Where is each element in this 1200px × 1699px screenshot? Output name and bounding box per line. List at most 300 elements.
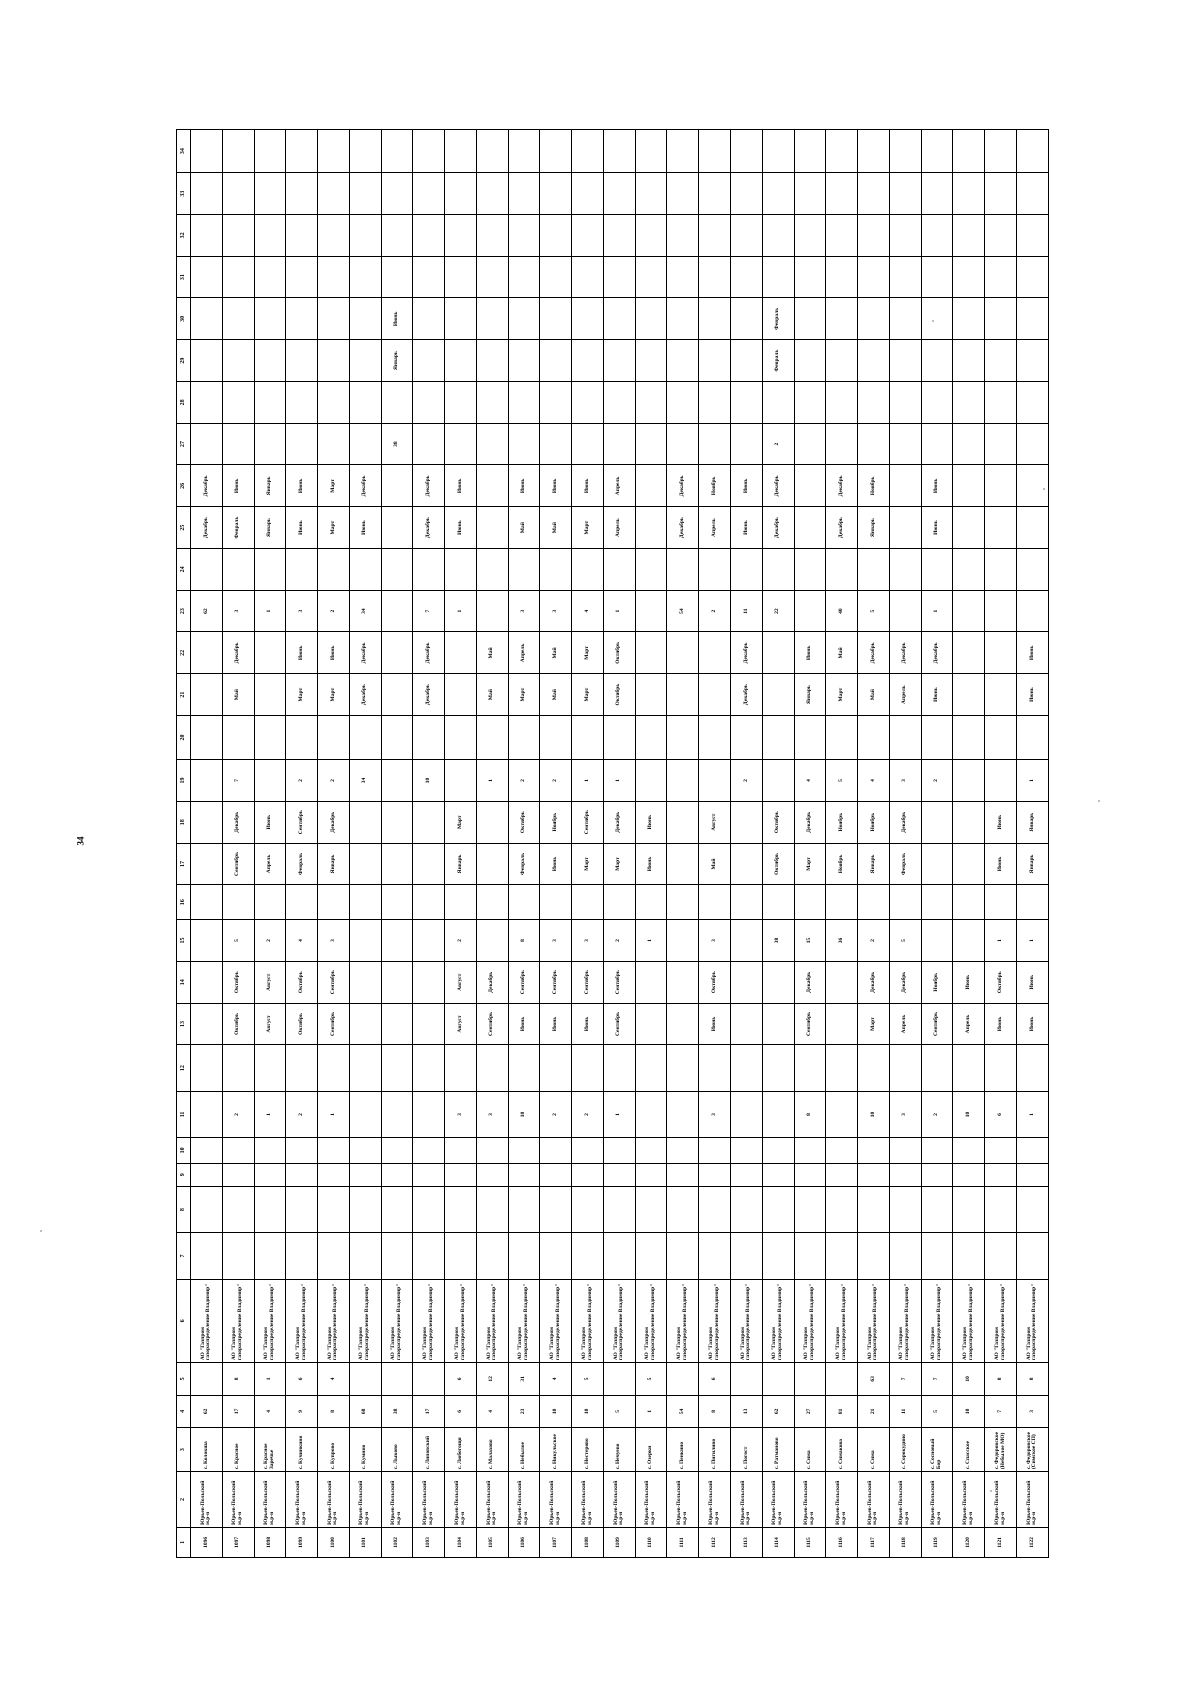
- table-cell: [191, 1045, 223, 1091]
- table-cell: [889, 298, 921, 340]
- table-cell: 10: [953, 1395, 985, 1427]
- table-cell: [476, 885, 508, 920]
- table-cell: [222, 298, 254, 340]
- table-cell: Июнь: [286, 465, 318, 507]
- table-cell: 38: [381, 423, 413, 465]
- table-cell: [731, 716, 763, 760]
- table-cell: [413, 173, 445, 215]
- table-cell: [731, 801, 763, 843]
- table-cell: [413, 298, 445, 340]
- table-cell: 3: [889, 760, 921, 802]
- table-cell: [286, 340, 318, 382]
- table-cell: Июнь: [635, 843, 667, 885]
- table-cell: 10: [572, 1395, 604, 1427]
- table-cell: [858, 215, 890, 257]
- table-cell: [953, 1233, 985, 1279]
- table-cell: 2: [318, 760, 350, 802]
- table-cell: [985, 1233, 1017, 1279]
- table-cell: 1113: [731, 1527, 763, 1557]
- table-cell: с. Сима: [794, 1428, 826, 1472]
- table-cell: [826, 382, 858, 424]
- table-cell: Январь: [1016, 801, 1048, 843]
- table-cell: Июнь: [985, 801, 1017, 843]
- table-cell: [349, 1163, 381, 1186]
- table-row: [413, 130, 445, 1558]
- table-cell: [953, 590, 985, 632]
- header-cell: 26: [177, 465, 191, 507]
- table-cell: [603, 885, 635, 920]
- table-cell: [445, 674, 477, 716]
- table-cell: [603, 549, 635, 591]
- table-cell: [794, 465, 826, 507]
- table-row: [921, 130, 953, 1558]
- table-cell: Декабрь: [349, 674, 381, 716]
- table-cell: Октябрь: [508, 801, 540, 843]
- table-cell: [667, 843, 699, 885]
- table-cell: [413, 961, 445, 1003]
- table-cell: Январь: [1016, 843, 1048, 885]
- table-cell: [731, 920, 763, 962]
- table-cell: Юрьев-Польский м.р-н: [603, 1472, 635, 1528]
- table-cell: [445, 173, 477, 215]
- table-cell: [572, 340, 604, 382]
- table-cell: Ноябрь: [699, 465, 731, 507]
- table-cell: 1120: [953, 1527, 985, 1557]
- table-row: [349, 130, 381, 1558]
- table-cell: [413, 1233, 445, 1279]
- table-cell: Май: [476, 674, 508, 716]
- table-cell: [1016, 423, 1048, 465]
- table-cell: [191, 215, 223, 257]
- table-cell: [381, 885, 413, 920]
- table-cell: [191, 173, 223, 215]
- table-cell: [699, 632, 731, 674]
- table-cell: [476, 1045, 508, 1091]
- header-cell: 29: [177, 340, 191, 382]
- table-cell: 1: [1016, 760, 1048, 802]
- table-cell: [572, 1233, 604, 1279]
- table-cell: 1: [635, 1395, 667, 1427]
- table-cell: [191, 760, 223, 802]
- table-cell: Ноябрь: [540, 801, 572, 843]
- table-cell: [381, 549, 413, 591]
- table-cell: 1104: [445, 1527, 477, 1557]
- table-cell: Июнь: [445, 465, 477, 507]
- table-cell: [603, 1138, 635, 1164]
- table-cell: [254, 1163, 286, 1186]
- table-cell: [413, 340, 445, 382]
- header-cell: 17: [177, 843, 191, 885]
- table-cell: Юрьев-Польский м.р-н: [254, 1472, 286, 1528]
- table-cell: 2: [540, 760, 572, 802]
- table-cell: с. Красное: [222, 1428, 254, 1472]
- table-cell: [635, 173, 667, 215]
- table-cell: [794, 1363, 826, 1395]
- table-cell: Юрьев-Польский м.р-н: [572, 1472, 604, 1528]
- table-cell: 2: [699, 590, 731, 632]
- table-row: [858, 130, 890, 1558]
- table-cell: [254, 256, 286, 298]
- table-cell: [858, 1233, 890, 1279]
- table-cell: [191, 961, 223, 1003]
- table-cell: [286, 215, 318, 257]
- table-cell: 2: [921, 1091, 953, 1137]
- table-cell: Декабрь: [413, 507, 445, 549]
- table-cell: [318, 1186, 350, 1232]
- header-cell: 32: [177, 215, 191, 257]
- table-cell: [699, 674, 731, 716]
- table-cell: [572, 298, 604, 340]
- table-cell: [413, 843, 445, 885]
- table-row: [476, 130, 508, 1558]
- table-cell: АО "Газпром газораспределение Владимир": [222, 1279, 254, 1363]
- header-cell: 2: [177, 1472, 191, 1528]
- table-cell: [286, 256, 318, 298]
- table-cell: Юрьев-Польский м.р-н: [508, 1472, 540, 1528]
- table-cell: [794, 130, 826, 173]
- table-cell: [222, 1163, 254, 1186]
- table-cell: [603, 1186, 635, 1232]
- table-cell: [794, 1045, 826, 1091]
- header-cell: 1: [177, 1527, 191, 1557]
- header-cell: 27: [177, 423, 191, 465]
- table-cell: АО "Газпром газораспределение Владимир": [858, 1279, 890, 1363]
- table-cell: 5: [826, 760, 858, 802]
- table-cell: [508, 1186, 540, 1232]
- table-cell: [889, 256, 921, 298]
- table-cell: [222, 1186, 254, 1232]
- table-cell: [635, 1163, 667, 1186]
- table-cell: 1109: [603, 1527, 635, 1557]
- table-cell: 2: [445, 920, 477, 962]
- table-cell: [699, 215, 731, 257]
- table-cell: [794, 340, 826, 382]
- table-cell: [413, 1138, 445, 1164]
- header-cell: 33: [177, 173, 191, 215]
- table-cell: [349, 423, 381, 465]
- table-cell: [731, 298, 763, 340]
- table-cell: [603, 1045, 635, 1091]
- table-cell: Август: [699, 801, 731, 843]
- table-cell: 3: [540, 920, 572, 962]
- table-cell: [349, 256, 381, 298]
- table-cell: Декабрь: [413, 674, 445, 716]
- table-cell: 2: [762, 423, 794, 465]
- table-cell: Август: [445, 961, 477, 1003]
- table-cell: [381, 843, 413, 885]
- table-cell: Июнь: [1016, 674, 1048, 716]
- table-cell: [318, 298, 350, 340]
- table-cell: [508, 130, 540, 173]
- table-cell: [254, 549, 286, 591]
- table-cell: 1: [476, 760, 508, 802]
- table-cell: [889, 465, 921, 507]
- table-cell: [508, 173, 540, 215]
- table-cell: Август: [445, 1003, 477, 1045]
- table-cell: [222, 1045, 254, 1091]
- table-cell: 2: [921, 760, 953, 802]
- table-cell: [794, 173, 826, 215]
- table-cell: АО "Газпром газораспределение Владимир": [826, 1279, 858, 1363]
- table-cell: Юрьев-Польский м.р-н: [318, 1472, 350, 1528]
- table-cell: [286, 549, 318, 591]
- table-cell: [889, 130, 921, 173]
- header-cell: 23: [177, 590, 191, 632]
- table-cell: [699, 1186, 731, 1232]
- table-cell: [349, 716, 381, 760]
- table-cell: [222, 1233, 254, 1279]
- table-cell: [254, 674, 286, 716]
- table-cell: [889, 340, 921, 382]
- table-cell: 4: [572, 590, 604, 632]
- table-cell: 7: [413, 590, 445, 632]
- table-cell: АО "Газпром газораспределение Владимир": [572, 1279, 604, 1363]
- table-cell: Декабрь: [794, 961, 826, 1003]
- table-cell: [794, 256, 826, 298]
- table-cell: 4: [254, 1395, 286, 1427]
- table-cell: Май: [858, 674, 890, 716]
- table-cell: [731, 1045, 763, 1091]
- table-cell: Декабрь: [826, 507, 858, 549]
- table-cell: АО "Газпром газораспределение Владимир": [413, 1279, 445, 1363]
- table-cell: Февраль: [762, 298, 794, 340]
- table-cell: [222, 382, 254, 424]
- table-cell: 5: [635, 1363, 667, 1395]
- table-cell: [222, 340, 254, 382]
- table-cell: [762, 760, 794, 802]
- table-cell: [953, 674, 985, 716]
- table-cell: [1016, 507, 1048, 549]
- table-cell: [540, 1138, 572, 1164]
- table-cell: 2: [540, 1091, 572, 1137]
- table-cell: 6: [985, 1091, 1017, 1137]
- table-cell: 1119: [921, 1527, 953, 1557]
- table-cell: 10: [858, 1091, 890, 1137]
- table-cell: 62: [762, 1395, 794, 1427]
- header-cell: 4: [177, 1395, 191, 1427]
- table-cell: [603, 173, 635, 215]
- table-cell: [381, 130, 413, 173]
- table-cell: [191, 801, 223, 843]
- table-cell: [635, 1091, 667, 1137]
- table-cell: [445, 1138, 477, 1164]
- table-row: [953, 130, 985, 1558]
- table-cell: с. Небылое: [508, 1428, 540, 1472]
- table-cell: [381, 632, 413, 674]
- table-cell: [731, 256, 763, 298]
- table-cell: [635, 590, 667, 632]
- table-cell: 1: [985, 920, 1017, 962]
- table-row: [889, 130, 921, 1558]
- table-cell: [603, 1363, 635, 1395]
- table-cell: [445, 1233, 477, 1279]
- table-cell: [381, 1138, 413, 1164]
- table-cell: 1101: [349, 1527, 381, 1557]
- table-cell: [667, 173, 699, 215]
- table-row: [222, 130, 254, 1558]
- table-cell: 8: [1016, 1363, 1048, 1395]
- table-cell: [699, 549, 731, 591]
- table-cell: [953, 920, 985, 962]
- table-cell: [349, 549, 381, 591]
- table-cell: Октябрь: [222, 1003, 254, 1045]
- table-cell: [635, 1233, 667, 1279]
- table-cell: [476, 1163, 508, 1186]
- table-cell: [254, 340, 286, 382]
- table-cell: [953, 130, 985, 173]
- table-cell: 7: [985, 1395, 1017, 1427]
- table-cell: 1106: [508, 1527, 540, 1557]
- table-cell: [381, 716, 413, 760]
- table-cell: Юрьев-Польский м.р-н: [635, 1472, 667, 1528]
- table-cell: Юрьев-Польский м.р-н: [413, 1472, 445, 1528]
- table-cell: [826, 885, 858, 920]
- table-cell: Июнь: [540, 843, 572, 885]
- table-cell: 2: [858, 920, 890, 962]
- table-cell: [731, 215, 763, 257]
- table-cell: [921, 382, 953, 424]
- table-cell: 3: [540, 590, 572, 632]
- table-cell: [1016, 549, 1048, 591]
- table-cell: [921, 215, 953, 257]
- table-cell: Юрьев-Польский м.р-н: [699, 1472, 731, 1528]
- table-cell: [349, 961, 381, 1003]
- table-cell: АО "Газпром газораспределение Владимир": [635, 1279, 667, 1363]
- table-cell: с. Лыково: [381, 1428, 413, 1472]
- table-cell: [540, 1163, 572, 1186]
- table-cell: [826, 423, 858, 465]
- table-cell: [540, 1045, 572, 1091]
- table-cell: [476, 130, 508, 173]
- table-cell: [953, 215, 985, 257]
- table-cell: [349, 801, 381, 843]
- table-cell: [476, 256, 508, 298]
- table-cell: [413, 920, 445, 962]
- table-cell: [222, 549, 254, 591]
- table-cell: [222, 173, 254, 215]
- table-cell: [667, 1233, 699, 1279]
- table-cell: [667, 1186, 699, 1232]
- table-cell: [603, 716, 635, 760]
- table-cell: 5: [921, 1395, 953, 1427]
- header-cell: 11: [177, 1091, 191, 1137]
- table-cell: [540, 1186, 572, 1232]
- table-cell: с. Федоровское (Небылое МО): [985, 1428, 1017, 1472]
- table-cell: Июнь: [540, 1003, 572, 1045]
- table-cell: [1016, 382, 1048, 424]
- table-cell: [667, 423, 699, 465]
- table-cell: 6: [699, 1363, 731, 1395]
- page-number: 34: [75, 836, 86, 846]
- table-cell: Сентябрь: [318, 961, 350, 1003]
- table-cell: [794, 1163, 826, 1186]
- table-cell: [445, 716, 477, 760]
- table-cell: [889, 1138, 921, 1164]
- table-cell: [508, 1045, 540, 1091]
- table-cell: [667, 1163, 699, 1186]
- table-cell: 1102: [381, 1527, 413, 1557]
- table-cell: 10: [953, 1363, 985, 1395]
- table-cell: 8: [699, 1395, 731, 1427]
- table-cell: АО "Газпром газораспределение Владимир": [699, 1279, 731, 1363]
- table-cell: с. Симакова: [826, 1428, 858, 1472]
- table-cell: [699, 423, 731, 465]
- table-cell: [731, 173, 763, 215]
- table-cell: Июнь: [1016, 961, 1048, 1003]
- table-cell: [476, 716, 508, 760]
- table-cell: [731, 885, 763, 920]
- table-cell: [349, 1186, 381, 1232]
- table-cell: [794, 885, 826, 920]
- table-cell: [191, 920, 223, 962]
- table-cell: [1016, 1233, 1048, 1279]
- table-cell: [349, 1363, 381, 1395]
- table-row: [286, 130, 318, 1558]
- table-cell: 8: [508, 920, 540, 962]
- table-cell: [794, 1186, 826, 1232]
- table-cell: [286, 885, 318, 920]
- table-cell: [572, 382, 604, 424]
- table-cell: 4: [540, 1363, 572, 1395]
- table-cell: [445, 423, 477, 465]
- table-cell: Сентябрь: [476, 1003, 508, 1045]
- table-cell: [826, 215, 858, 257]
- table-cell: Май: [540, 507, 572, 549]
- table-cell: [381, 1363, 413, 1395]
- table-cell: [667, 215, 699, 257]
- table-cell: [191, 423, 223, 465]
- table-cell: 1: [254, 1363, 286, 1395]
- table-cell: [540, 549, 572, 591]
- table-cell: 17: [413, 1395, 445, 1427]
- table-cell: 1: [445, 590, 477, 632]
- table-cell: [762, 1003, 794, 1045]
- table-cell: [1016, 130, 1048, 173]
- table-cell: Июнь: [349, 507, 381, 549]
- table-cell: [762, 1233, 794, 1279]
- table-cell: АО "Газпром газораспределение Владимир": [985, 1279, 1017, 1363]
- table-cell: [858, 549, 890, 591]
- table-cell: АО "Газпром газораспределение Владимир": [540, 1279, 572, 1363]
- table-cell: Май: [826, 632, 858, 674]
- table-cell: Юрьев-Польский м.р-н: [794, 1472, 826, 1528]
- table-cell: 1103: [413, 1527, 445, 1557]
- table-cell: [921, 1138, 953, 1164]
- table-cell: 17: [222, 1395, 254, 1427]
- table-cell: [889, 423, 921, 465]
- table-cell: Декабрь: [858, 632, 890, 674]
- table-cell: [889, 382, 921, 424]
- table-cell: [667, 961, 699, 1003]
- table-cell: [572, 423, 604, 465]
- table-cell: АО "Газпром газораспределение Владимир": [318, 1279, 350, 1363]
- table-cell: Февраль: [508, 843, 540, 885]
- table-cell: [635, 507, 667, 549]
- table-cell: [254, 1186, 286, 1232]
- table-cell: с. Сорокудино: [889, 1428, 921, 1472]
- table-cell: Декабрь: [191, 507, 223, 549]
- table-cell: [667, 298, 699, 340]
- table-cell: 21: [858, 1395, 890, 1427]
- table-cell: [381, 1233, 413, 1279]
- table-cell: Октябрь: [286, 961, 318, 1003]
- table-cell: [953, 1186, 985, 1232]
- table-cell: [572, 1163, 604, 1186]
- table-cell: [445, 382, 477, 424]
- table-cell: [635, 1186, 667, 1232]
- table-cell: Декабрь: [889, 632, 921, 674]
- table-cell: [889, 215, 921, 257]
